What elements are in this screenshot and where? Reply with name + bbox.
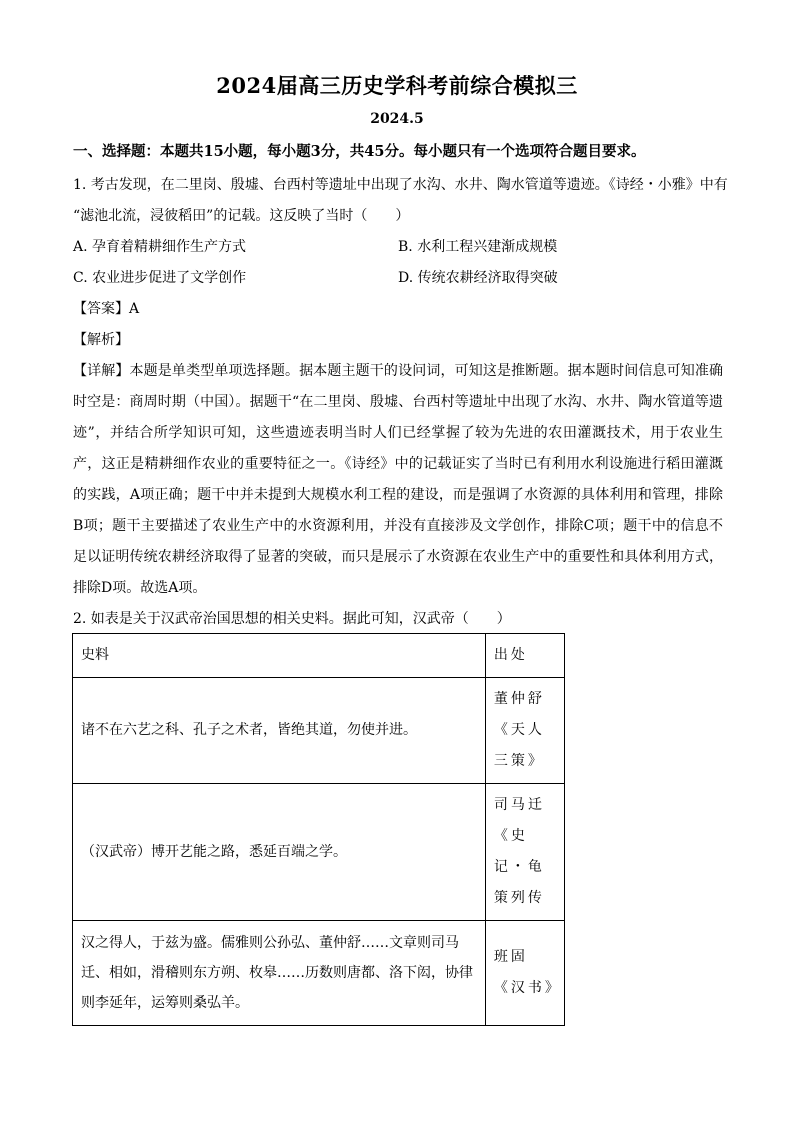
q1-answer: 【答案】A	[73, 301, 140, 317]
q1-option-a: A. 孕育着精耕细作生产方式	[73, 239, 247, 255]
q1-options-row2	[73, 263, 723, 294]
table-cell-source: （汉武帝）博开艺能之路，悉延百端之学。	[73, 784, 486, 921]
q1-stem-line1: 1. 考古发现，在二里岗、殷墟、台西村等遗址中出现了水沟、水井、陶水管道等遗迹。《诗经・小雅》中有	[73, 177, 728, 193]
table-cell-source: 诸不在六艺之科、孔子之术者，皆绝其道，勿使并进。	[73, 678, 486, 784]
table-cell-source: 汉之得人，于兹为盛。儒雅则公孙弘、董仲舒……文章则司马迁、相如，滑稽则东方朔、枚皋……历数则唐都、洛下闳，协律则李延年，运筹则桑弘羊。	[73, 921, 486, 1026]
q1-option-b: B. 水利工程兴建渐成规模	[398, 239, 558, 255]
table-cell-origin: 司马迁《史记・龟策列传	[485, 784, 564, 921]
table-cell-origin: 班固《汉书》	[485, 921, 564, 1026]
q1-option-d: D. 传统农耕经济取得突破	[398, 270, 558, 286]
q1-options-row1	[73, 232, 723, 263]
table-header-row	[73, 634, 565, 678]
table-row	[73, 678, 565, 784]
q1-stem-line2: “滤池北流，浸彼稻田”的记载。这反映了当时（ ）	[73, 208, 410, 224]
q2-stem: 2. 如表是关于汉武帝治国思想的相关史料。据此可知，汉武帝（ ）	[73, 611, 511, 627]
table-row	[73, 784, 565, 921]
page-title: 2024届高三历史学科考前综合模拟三	[216, 73, 578, 98]
q1-option-c: C. 农业进步促进了文学创作	[73, 270, 247, 286]
q2-source-table	[72, 633, 565, 1026]
table-header-source: 史料	[73, 634, 486, 678]
q1-analysis-label: 【解析】	[73, 332, 129, 348]
question-1	[73, 170, 728, 635]
exam-date: 2024.5	[370, 111, 424, 127]
section-heading: 一、选择题：本题共15小题，每小题3分，共45分。每小题只有一个选项符合题目要求。	[73, 143, 646, 160]
table-row	[73, 921, 565, 1026]
q1-detail: 【详解】本题是单类型单项选择题。据本题主题干的设问词，可知这是推断题。据本题时间信息可知准确时空是：商周时期（中国）。据题干“在二里岗、殷墟、台西村等遗址中出现了水沟、水井、陶水管道等遗迹”，并结合所学知识可知，这些遗迹表明当时人们已经掌握了较为先进的农田灌溉技术，用于农业生产，这正是精耕细作农业的重要特征之一。《诗经》中的记载证实了当时已有利用水利设施进行稻田灌溉的实践，A项正确；题干中并未提到大规模水利工程的建设，而是强调了水资源的具体利用和管理，排除B项；题干主要描述了农业生产中的水资源利用，并没有直接涉及文学创作，排除C项；题干中的信息不足以证明传统农耕经济取得了显著的突破，而只是展示了水资源在农业生产中的重要性和具体利用方式，排除D项。故选A项。	[73, 363, 723, 596]
table-cell-origin: 董仲舒《天人三策》	[485, 678, 564, 784]
table-header-origin: 出处	[485, 634, 564, 678]
